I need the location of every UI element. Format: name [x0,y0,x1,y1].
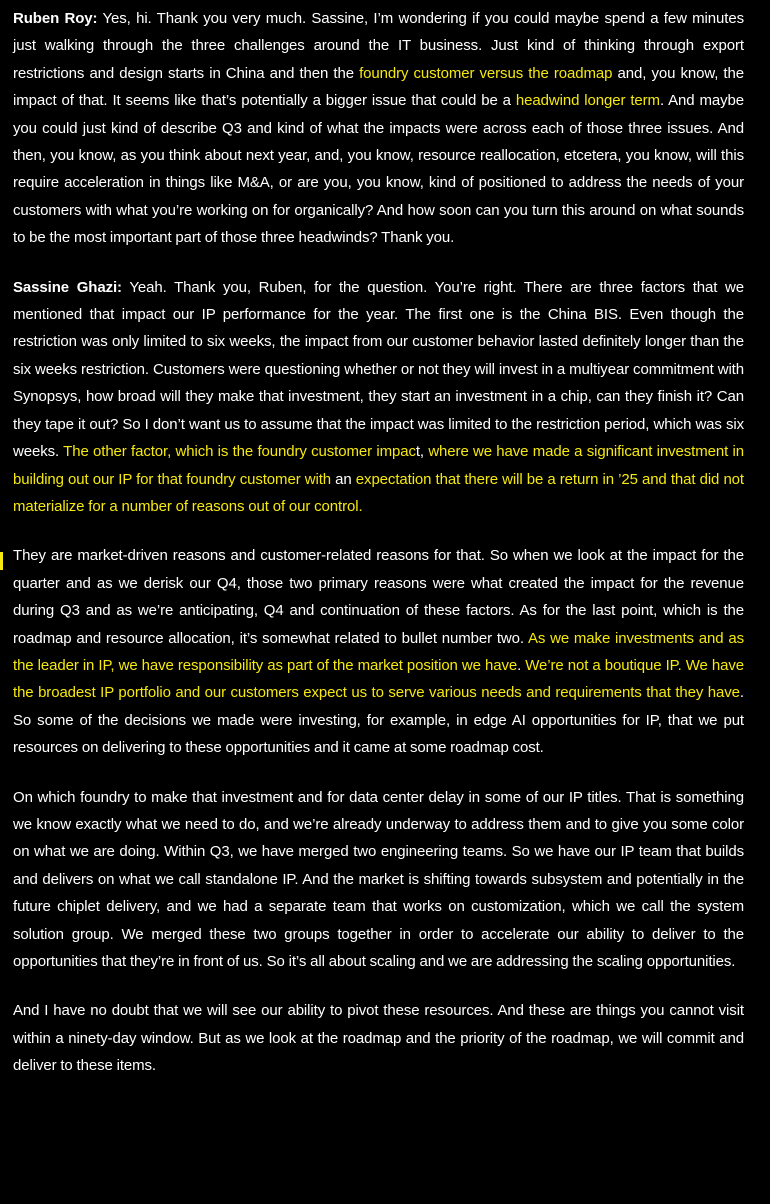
highlight-margin-marker [0,552,3,570]
paragraph-pivot-resources [13,997,744,1079]
paragraph-ruben-roy [13,5,744,252]
speaker-name: Sassine Ghazi: [13,278,122,296]
text-segment: . And maybe you could just kind of describe Q3 and kind of what the impacts were across each of those three issues. And then, you know, as you think about next year, and, you know, resource reallocation, etcetera, you know, will this require acceleration in things like M&A, or are you, you know, kind of positioned to address the needs of your customers with what you’re working on for organically? And how soon can you turn this around on what sounds to be the most important part of those three headwinds? Thank you. [13,92,745,247]
text-segment: t, [415,443,429,461]
highlighted-text: As we make investments and as the leader in IP, we have responsibility as part of the market position we have [13,629,744,674]
highlighted-text: We’re not a boutique IP. We have the broadest IP portfolio and our customers expect us to serve various needs and requirements that they have [13,656,745,702]
text-segment: They are market-driven reasons and customer-related reasons for that. So when we look at the impact for the quarter and as we derisk our Q4, those two primary reasons were what created the impact for the revenue during Q3 and as we’re anticipating, Q4 and continuation of these factors. As for the last point, which is the roadmap and resource allocation, it’s somewhat related to bullet number two. [13,547,744,647]
highlighted-text: foundry customer versus the roadmap [359,64,613,82]
text-segment: an [331,470,356,488]
highlighted-text: headwind longer term [515,92,660,110]
highlighted-text: The other factor, which is the foundry customer impac [63,443,416,461]
highlighted-text: where we have made a significant investment in building out our IP for that foundry customer with [13,443,744,488]
text-segment: . So some of the decisions we made were investing, for example, in edge AI opportunities for IP, that we put resources on delivering to these opportunities and it came at some roadmap cost. [13,684,744,757]
paragraph-roadmap-allocation [13,542,744,761]
highlighted-text: expectation that there will be a return in ’25 and that did not materialize for a number of reasons out of our control. [13,470,744,515]
speaker-name: Ruben Roy: [13,10,98,27]
text-segment: Yes, hi. Thank you very much. Sassine, I’m wondering if you could maybe spend a few minutes just walking through the three challenges around the IT business. Just kind of thinking through export restrictions and design starts in China and then the [13,10,744,82]
text-segment: and, you know, the impact of that. It seems like that’s potentially a bigger issue that could be a [13,64,744,110]
text-segment: Yeah. Thank you, Ruben, for the question. You’re right. There are three factors that we mentioned that impact our IP performance for the year. The first one is the China BIS. Even though the restriction was only limited to six weeks, the impact from our customer behavior lasted definitely longer than the six weeks restriction. Customers were questioning whether or not they will invest in a multiyear commitment with Synopsys, how broad will they make that investment, they start an investment in a chip, can they finish it? Can they tape it out? So I don’t want us to assume that the impact was limited to the restriction period, which was six weeks. [13,278,744,461]
text-segment: And I have no doubt that we will see our ability to pivot these resources. And these are things you cannot visit within a ninety-day window. But as we look at the roadmap and the priority of the roadmap, we will commit and deliver to these items. [13,1002,744,1075]
text-segment: . [517,656,526,674]
text-segment: On which foundry to make that investment and for data center delay in some of our IP titles. That is something we know exactly what we need to do, and we’re already underway to address them and to give you some color on what we are doing. Within Q3, we have merged two engineering teams. So we have our IP team that builds and delivers on what we call standalone IP. And the market is shifting towards subsystem and potentially in the future chiplet delivery, and we had a separate team that works on customization, which we call the system solution group. We merged these two groups together in order to accelerate our ability to deliver to the opportunities that they’re in front of us. So it’s all about scaling and we are addressing the scaling opportunities. [13,788,744,970]
transcript [13,5,744,1102]
paragraph-sassine-ghazi [13,274,744,521]
paragraph-engineering-teams [13,784,744,976]
